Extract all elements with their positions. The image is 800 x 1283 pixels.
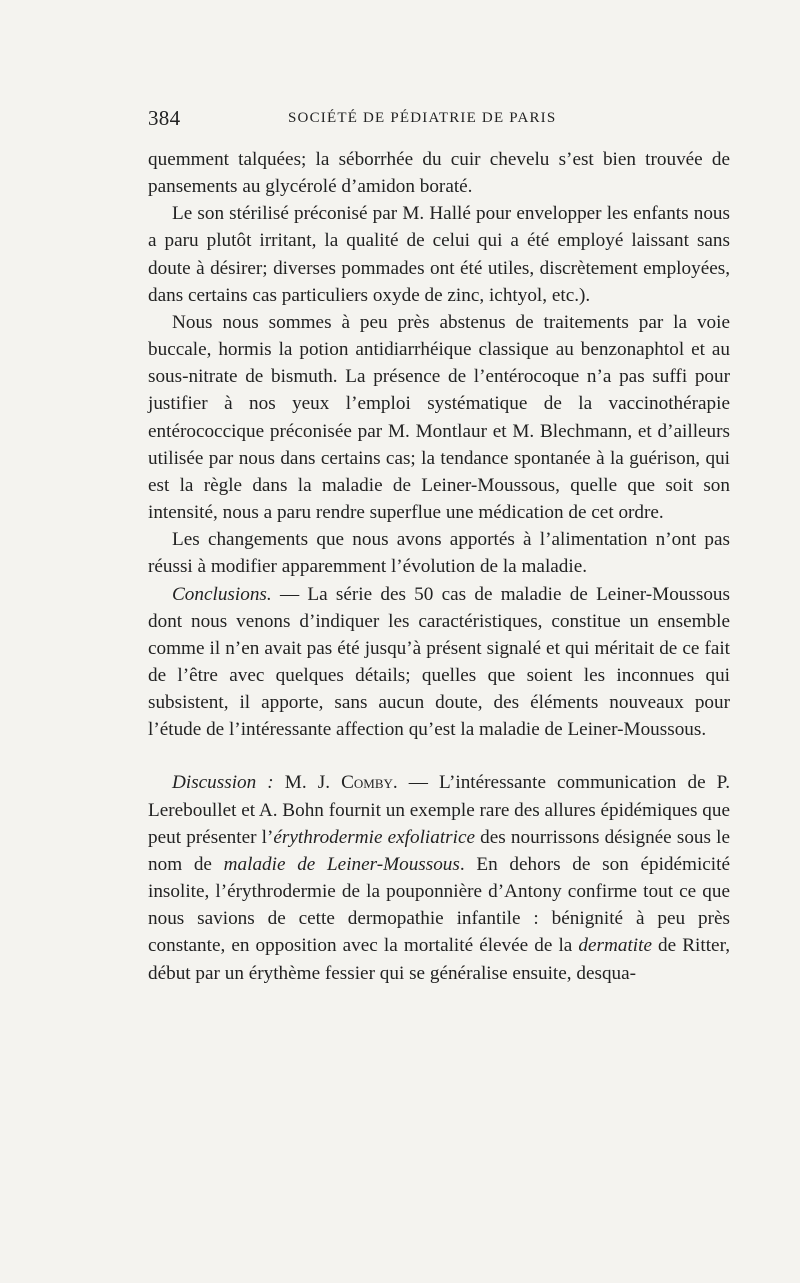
discussion-term-dermatite: dermatite	[578, 935, 652, 957]
paragraph-son-sterilise: Le son stérilisé préconisé par M. Hallé pour envelopper les enfants nous a paru plutôt irritant, la qualité de celui qui a été employé laissant sans doute à désirer; diverses pommades ont été utiles, discrètement employées, dans certains cas particuliers oxyde de zinc, ichtyol, etc.).	[148, 203, 730, 306]
discussion-text-1: . — L’intéressante communication de P. Lereboullet et A. Bohn fournit un exemple rare des allures épidémiques que peut présenter l’	[148, 772, 731, 848]
paragraph-alimentation: Les changements que nous avons apportés à l’alimentation n’ont pas réussi à modifier apparemment l’évolution de la maladie.	[148, 529, 730, 578]
discussion-speaker-name: Comby	[341, 772, 393, 794]
running-head: SOCIÉTÉ DE PÉDIATRIE DE PARIS	[288, 110, 557, 126]
conclusions-label: Conclusions.	[172, 583, 272, 605]
discussion-text-2: des nourrissons désignée sous le nom de	[148, 826, 730, 875]
discussion-term-maladie: maladie de Leiner-Moussous	[223, 853, 460, 875]
page-number: 384	[148, 106, 181, 130]
paragraph-discussion	[148, 769, 730, 986]
paragraph-traitements: Nous nous sommes à peu près abstenus de traitements par la voie buccale, hormis la potion antidiarrhéique classique au benzonaphtol et au sous-nitrate de bismuth. La présence de l’entérocoque n’a pas suffi pour justifier à nos yeux l’emploi systématique de la vaccinothérapie entérococcique préconisée par M. Montlaur et M. Blechmann, et d’ailleurs utilisée par nous dans certains cas; la tendance spontanée à la guérison, qui est la règle dans la maladie de Leiner-Moussous, quelle que soit son intensité, nous a paru rendre superflue une médication de cet ordre.	[148, 311, 730, 524]
paragraph-conclusions	[148, 581, 730, 744]
discussion-term-erythrodermie: érythrodermie exfoliatrice	[273, 826, 476, 848]
discussion-label: Discussion :	[172, 772, 274, 794]
body-text	[148, 146, 730, 987]
discussion-text-4: de Ritter, début par un érythème fessier qui se généralise ensuite, desqua-	[148, 935, 730, 984]
conclusions-text: — La série des 50 cas de maladie de Leiner-Moussous dont nous venons d’indiquer les caractéristiques, constitue un ensemble comme il n’en avait pas été jusqu’à présent signalé et qui méritait de ce fait de l’être avec quelques détails; quelles que soient les inconnues qui subsistent, il apporte, sans aucun doute, des éléments nouveaux pour l’étude de l’intéressante affection qu’est la maladie de Leiner-Moussous.	[148, 583, 730, 741]
discussion-text-3: . En dehors de son épidémicité insolite, l’érythrodermie de la pouponnière d’Antony confirme tout ce que nous savions de cette dermopathie infantile : bénignité à peu près constante, en opposition avec la mortalité élevée de la	[148, 853, 730, 957]
page-header	[148, 106, 730, 134]
discussion-speaker-prefix: M. J.	[273, 772, 342, 794]
paragraph-continuation: quemment talquées; la séborrhée du cuir chevelu s’est bien trouvée de pansements au glycérolé d’amidon boraté.	[148, 149, 730, 198]
